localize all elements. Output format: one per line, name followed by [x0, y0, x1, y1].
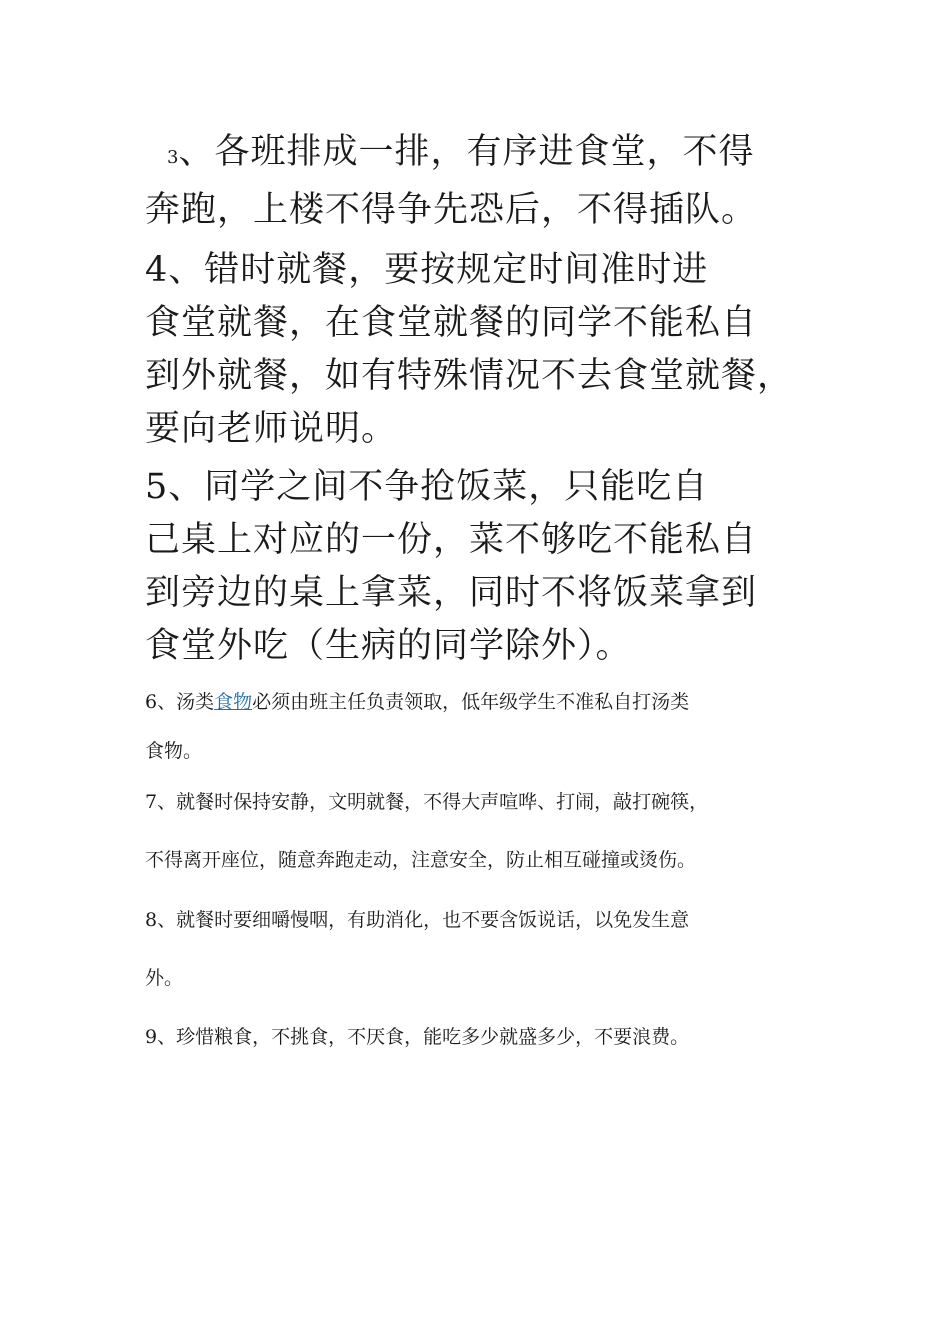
rule-8: 8、就餐时要细嚼慢咽，有助消化，也不要含饭说话，以免发生意 外。	[145, 909, 690, 989]
rule-3-number: 3	[167, 147, 179, 168]
rule-3	[145, 126, 825, 237]
rule-5: 5、同学之间不争抢饭菜，只能吃自 己桌上对应的一份，菜不够吃不能私自 到旁边的桌上拿菜，同时不将饭菜拿到 食堂外吃（生病的同学除外）。	[145, 467, 758, 666]
rule-9: 9、珍惜粮食，不挑食，不厌食，能吃多少就盛多少，不要浪费。	[145, 1026, 690, 1048]
food-link[interactable]: 食物	[214, 691, 253, 713]
rule-6-prefix: 6、汤类	[145, 691, 215, 713]
rule-7: 7、就餐时保持安静，文明就餐，不得大声喧哗、打闹，敲打碗筷， 不得离开座位，随意奔跑走动，注意安全，防止相互碰撞或烫伤。	[145, 791, 709, 871]
rule-4: 4、错时就餐，要按规定时间准时进 食堂就餐，在食堂就餐的同学不能私自 到外就餐，如有特殊情况不去食堂就餐， 要向老师说明。	[145, 250, 794, 449]
rule-3-text: 、各班排成一排，有序进食堂，不得 奔跑，上楼不得争先恐后，不得插队。	[145, 132, 758, 230]
rule-6-suffix: 必须由班主任负责领取，低年级学生不准私自打汤类 食物。	[145, 691, 690, 762]
rule-6	[145, 678, 825, 776]
